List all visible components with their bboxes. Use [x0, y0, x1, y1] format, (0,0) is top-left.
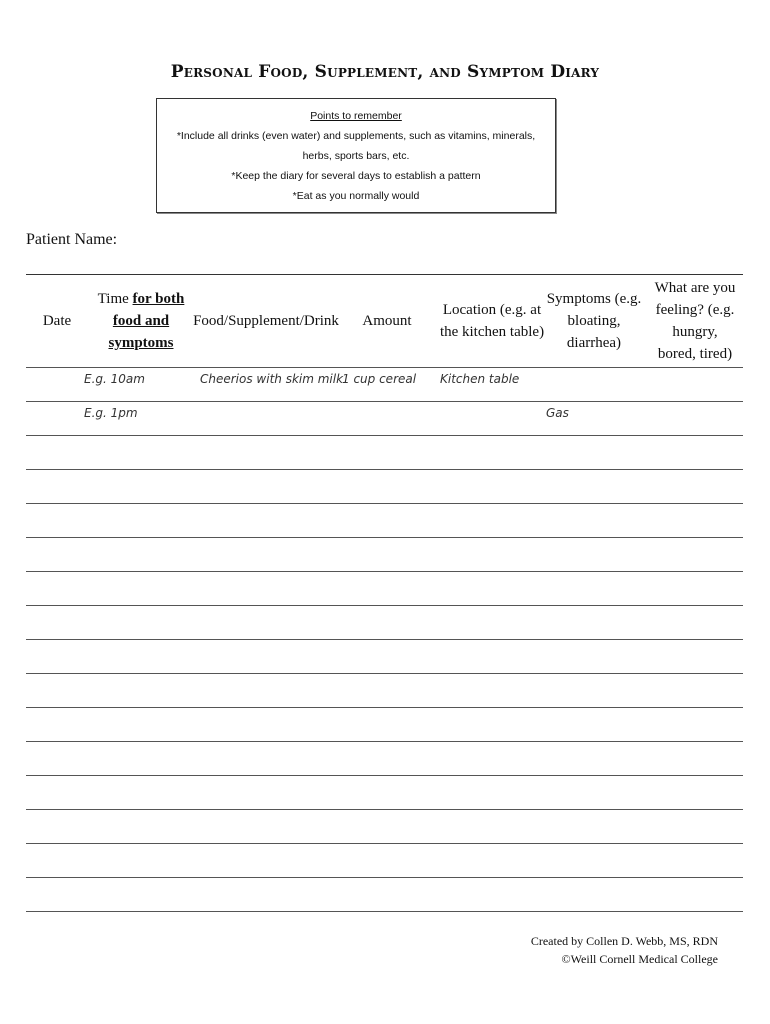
table-row[interactable] — [26, 470, 743, 504]
table-row[interactable] — [26, 504, 743, 538]
table-row[interactable] — [26, 674, 743, 708]
table-row[interactable] — [26, 810, 743, 844]
cell-time: E.g. 10am — [84, 372, 145, 386]
column-header-amount: Amount — [362, 313, 412, 329]
cell-symptoms: Gas — [546, 406, 569, 420]
table-row[interactable] — [26, 708, 743, 742]
table-row[interactable] — [26, 640, 743, 674]
column-header-location: Location (e.g. at the kitchen table) — [439, 302, 545, 340]
diary-table — [26, 274, 743, 912]
table-row[interactable] — [26, 844, 743, 878]
points-heading: Points to remember — [310, 110, 402, 122]
point-item: *Keep the diary for several days to establish a pattern — [231, 170, 481, 182]
table-row[interactable] — [26, 742, 743, 776]
credit-author: Created by Collen D. Webb, MS, RDN — [530, 934, 718, 948]
table-row[interactable] — [26, 538, 743, 572]
column-header-symptoms: Symptoms (e.g. bloating, diarrhea) — [546, 291, 642, 351]
time-emphasis: for both food and symptoms — [108, 291, 185, 351]
table-row[interactable] — [26, 776, 743, 810]
column-header-food: Food/Supplement/Drink — [193, 313, 339, 329]
column-header-date: Date — [42, 313, 72, 329]
column-header-feeling: What are you feeling? (e.g. hungry, bored, tired) — [654, 280, 736, 362]
table-header — [26, 274, 743, 368]
cell-location: Kitchen table — [440, 372, 520, 386]
cell-time: E.g. 1pm — [84, 406, 138, 420]
points-to-remember-box — [156, 98, 556, 213]
table-row[interactable] — [26, 368, 743, 402]
cell-amount: 1 cup cereal — [342, 372, 417, 386]
credit-copyright: ©Weill Cornell Medical College — [561, 952, 718, 966]
credits — [531, 932, 718, 968]
table-row[interactable] — [26, 402, 743, 436]
table-row[interactable] — [26, 436, 743, 470]
point-item: *Eat as you normally would — [292, 190, 420, 202]
table-row[interactable] — [26, 572, 743, 606]
time-label: Time — [97, 291, 133, 307]
patient-name-label: Patient Name: — [26, 231, 118, 248]
column-header-time — [88, 275, 194, 367]
table-row[interactable] — [26, 878, 743, 912]
point-item: *Include all drinks (even water) and supplements, such as vitamins, minerals, herbs, sports bars, etc. — [176, 130, 536, 162]
table-row[interactable] — [26, 606, 743, 640]
cell-food: Cheerios with skim milk — [200, 372, 344, 386]
document-title: Personal Food, Supplement, and Symptom Diary — [170, 62, 600, 82]
